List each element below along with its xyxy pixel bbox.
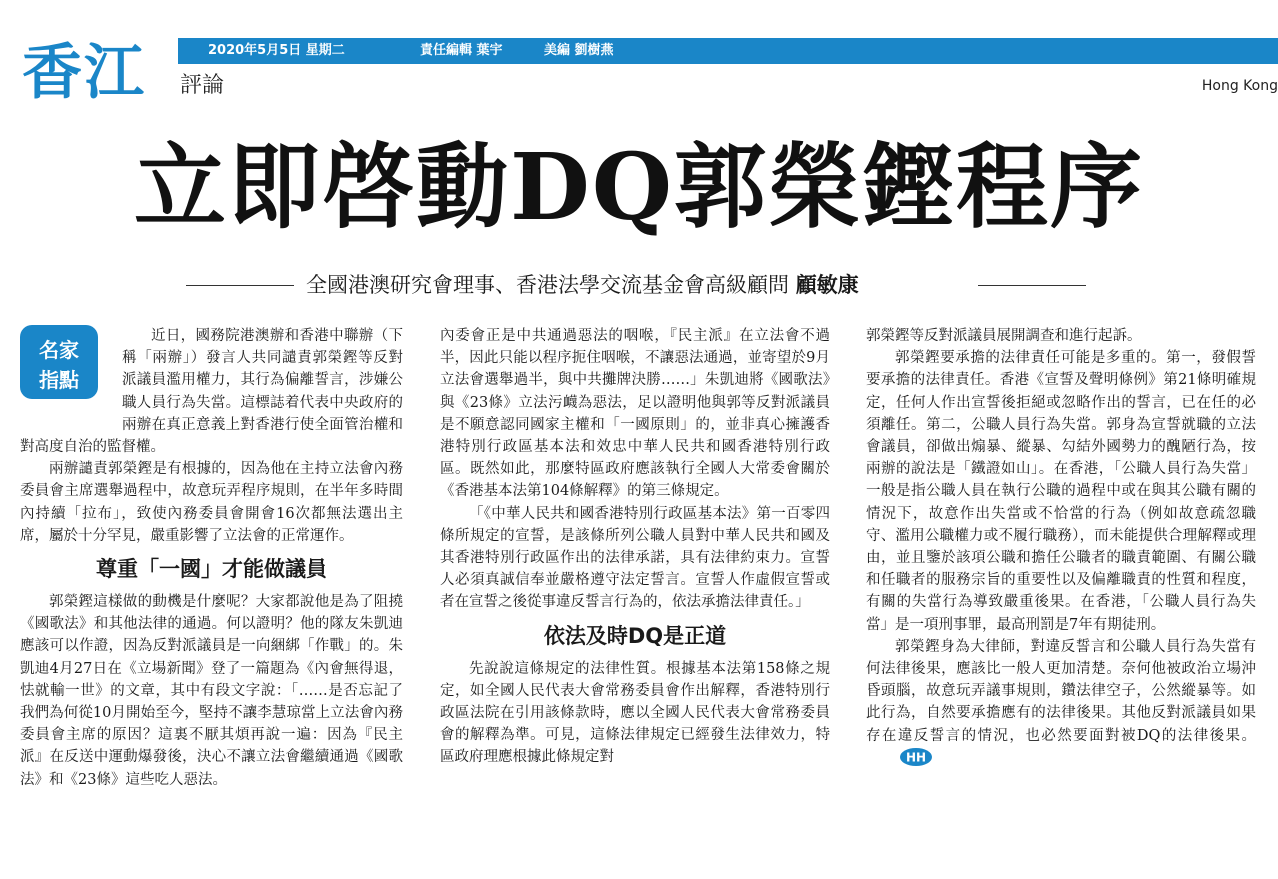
paragraph: 兩辦譴責郭榮鏗是有根據的，因為他在主持立法會內務委員會主席選舉過程中，故意玩弄程序規則，在半年多時間內持續「拉布」，致使內務委員會開會16次都無法選出主席，屬於十分罕見，嚴重影響了立法會的正常運作。 bbox=[20, 461, 403, 544]
date-bar bbox=[178, 38, 1278, 64]
issue-date: 2020年5月5日 星期二 bbox=[208, 43, 345, 58]
closing-paragraph: 郭榮鏗身為大律師，對違反誓言和公職人員行為失當有何法律後果，應該比一般人更加清楚。奈何他被政治立場沖昏頭腦，故意玩弄議事規則，鑽法律空子，公然縱暴等。如此行為，自然要承擔應有的法律後果。其他反對派議員如果存在違反誓言的情況，也必然要面對被DQ的法律後果。 bbox=[866, 638, 1256, 744]
paragraph bbox=[866, 636, 1256, 774]
paragraph: 郭榮鏗要承擔的法律責任可能是多重的。第一，發假誓要承擔的法律責任。香港《宣誓及聲明條例》第21條明確規定，任何人作出宣誓後拒絕或忽略作出的誓言，已在任的必須離任。第二，公職人員行為失當。郭身為宣誓就職的立法會議員，卻做出煽暴、縱暴、勾結外國勢力的醜陋行為，按兩辦的說法是「鐵證如山」。在香港，「公職人員行為失當」一般是指公職人員在執行公職的過程中或在與其公職有關的情況下，故意作出失當或不恰當的行為（例如故意疏忽職守、濫用公職權力或不履行職務），而未能提供合理解釋或理由，並且鑒於該項公職和擔任公職者的職責範圍、有關公職和任職者的服務宗旨的重要性以及偏離職責的性質和程度，有關的失當行為導致嚴重後果。在香港，「公職人員行為失當」是一項刑事罪，最高刑罰是7年有期徒刑。 bbox=[866, 350, 1256, 633]
region-label: Hong Kong bbox=[1201, 78, 1278, 94]
editor-credit: 責任編輯 葉宇 bbox=[420, 43, 503, 58]
subheading: 尊重「一國」才能做議員 bbox=[96, 557, 327, 582]
paragraph: 內委會正是中共通過惡法的咽喉，『民主派』在立法會不過半，因此只能以程序扼住咽喉，不讓惡法通過，並寄望於9月立法會選舉過半，與中共攤牌決勝……」朱凱迪將《國歌法》與《23條》立法污衊為惡法，足以證明他與郭等反對派議員是不願意認同國家主權和「一國原則」的，並非真心擁護香港特別行政區基本法和效忠中華人民共和國香港特別行政區。既然如此，那麼特區政府應該執行全國人大常委會關於《香港基本法第104條解釋》的第三條規定。 bbox=[440, 328, 830, 500]
byline bbox=[0, 268, 1278, 302]
badge-line-1: 名家 bbox=[39, 338, 79, 362]
designer-credit: 美編 劉樹燕 bbox=[544, 43, 614, 58]
subheading: 依法及時DQ是正道 bbox=[543, 623, 727, 648]
article-column-2 bbox=[440, 325, 830, 769]
author-affiliation: 全國港澳研究會理事、香港法學交流基金會高級顧問 bbox=[306, 273, 789, 297]
logo-text: HH bbox=[905, 750, 927, 765]
paragraph: 「《中華人民共和國香港特別行政區基本法》第一百零四條所規定的宣誓，是該條所列公職人員對中華人民共和國及其香港特別行政區作出的法律承諾，具有法律約束力。宣誓人必須真誠信奉並嚴格遵守法定誓言。宣誓人作虛假宣誓或者在宣誓之後從事違反誓言行為的，依法承擔法律責任。」 bbox=[440, 505, 830, 611]
hh-logo-icon bbox=[870, 747, 933, 774]
headline: 立即啓動DQ郭榮鏗程序 bbox=[134, 133, 1144, 241]
byline-rule-left bbox=[186, 285, 294, 286]
masthead-title: 香江 bbox=[22, 38, 146, 108]
paragraph: 郭榮鏗等反對派議員展開調查和進行起訴。 bbox=[866, 328, 1142, 344]
article-column-1 bbox=[20, 325, 403, 791]
article-column-3 bbox=[866, 325, 1256, 774]
paragraph: 郭榮鏗這樣做的動機是什麼呢？大家都說他是為了阻撓《國歌法》和其他法律的通過。何以證明？他的隊友朱凱迪應該可以作證，因為反對派議員是一向綑綁「作戰」的。朱凱迪4月27日在《立場新聞》登了一篇題為《內會無得退，怯就輸一世》的文章，其中有段文字說：「……是否忘記了我們為何從10月開始至今，堅持不讓李慧琼當上立法會內務委員會主席的原因？這裏不厭其煩再說一遍：因為『民主派』在反送中運動爆發後，決心不讓立法會繼續通過《國歌法》和《23條》這些吃人惡法。 bbox=[20, 594, 403, 788]
badge-line-2: 指點 bbox=[39, 368, 79, 392]
byline-text bbox=[306, 268, 859, 302]
paragraph: 近日，國務院港澳辦和香港中聯辦（下稱「兩辦」）發言人共同譴責郭榮鏗等反對派議員濫用權力，其行為偏離誓言，涉嫌公職人員行為失當。這標誌着代表中央政府的兩辦在真正意義上對香港行使全面管治權和對高度自治的監督權。 bbox=[20, 328, 403, 456]
paragraph: 先說說這條規定的法律性質。根據基本法第158條之規定，如全國人民代表大會常務委員會作出解釋，香港特別行政區法院在引用該條款時，應以全國人民代表大會常務委員會的解釋為準。可見，這條法律規定已經發生法律效力，特區政府理應根據此條規定對 bbox=[440, 660, 830, 766]
section-label: 評論 bbox=[180, 73, 225, 98]
byline-rule-right bbox=[978, 285, 1086, 286]
author-name: 顧敏康 bbox=[795, 273, 859, 297]
